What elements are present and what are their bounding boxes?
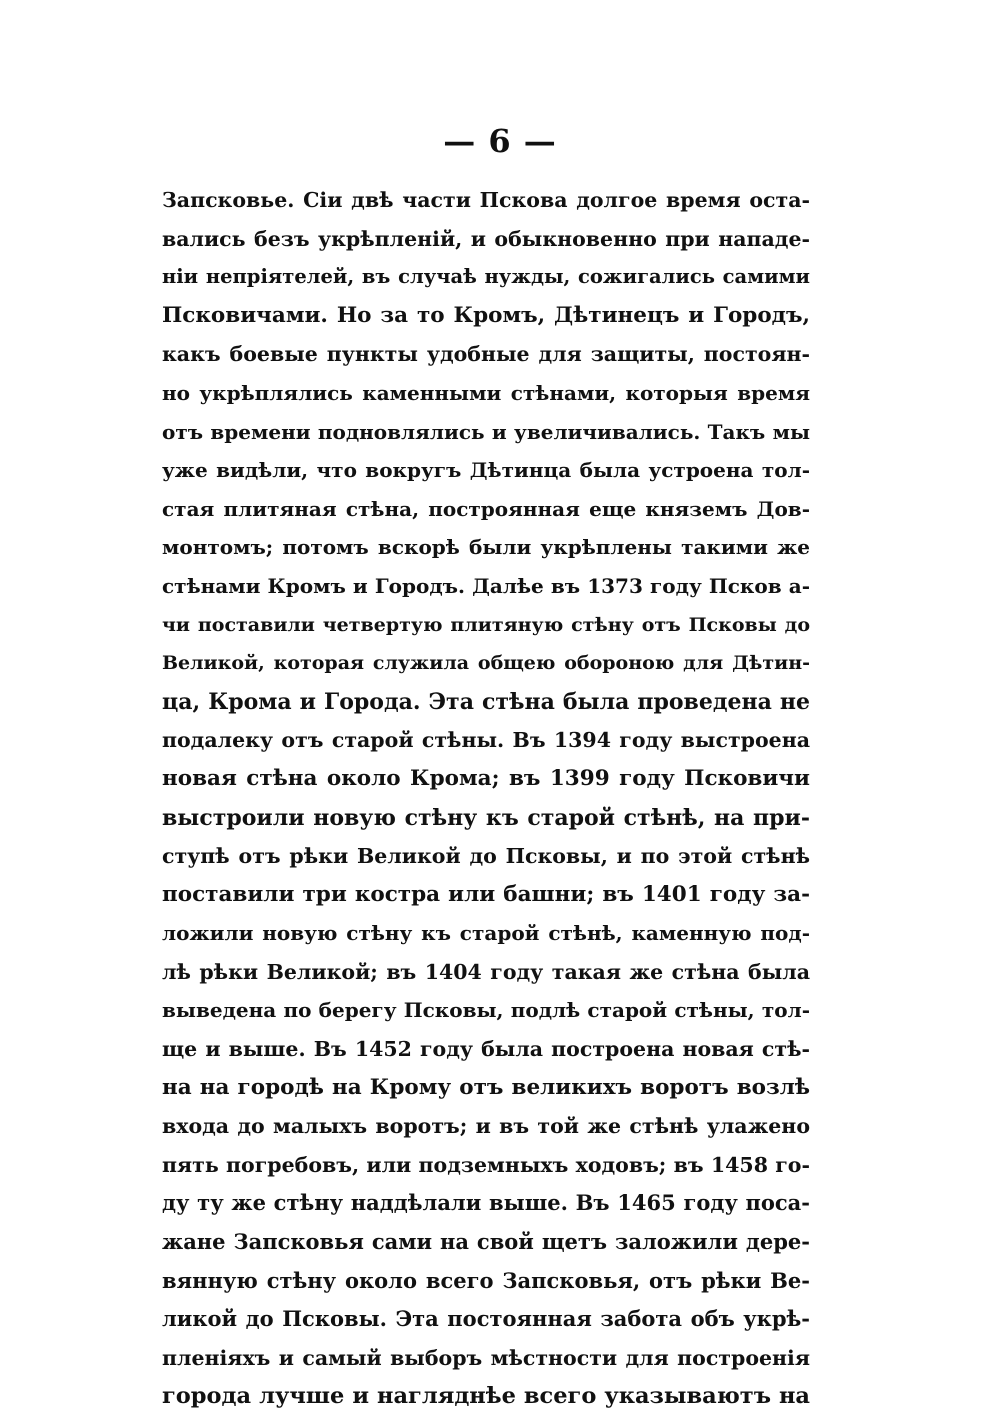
text-line: какъ боевые пункты удобные для защиты, постоян- — [162, 342, 810, 367]
text-line: но укрѣплялись каменными стѣнами, которыя время — [162, 380, 810, 405]
text-line: ще и выше. Въ 1452 году была построена новая стѣ- — [162, 1037, 810, 1062]
text-line: входа до малыхъ воротъ; и въ той же стѣнѣ улажено — [162, 1114, 810, 1139]
text-line: ложили новую стѣну къ старой стѣнѣ, каменную под- — [162, 921, 810, 946]
text-line: выстроили новую стѣну къ старой стѣнѣ, на при- — [162, 804, 810, 831]
text-line: пять погребовъ, или подземныхъ ходовъ; въ 1458 го- — [162, 1152, 810, 1177]
body-text — [162, 181, 810, 1416]
text-line: выведена по берегу Псковы, подлѣ старой стѣны, тол- — [162, 998, 810, 1023]
text-line: Псковичами. Но за то Кромъ, Дѣтинецъ и Городъ, — [162, 302, 810, 328]
text-line: поставили три костра или башни; въ 1401 году за- — [162, 881, 810, 907]
text-line: ступѣ отъ рѣки Великой до Псковы, и по этой стѣнѣ — [162, 844, 810, 869]
text-line: нiи непрiятелей, въ случаѣ нужды, сожигались самими — [162, 265, 810, 289]
text-line: на на городѣ на Крому отъ великихъ воротъ возлѣ — [162, 1074, 810, 1100]
text-line: стѣнами Кромъ и Городъ. Далѣе въ 1373 году Псков а- — [162, 573, 810, 598]
text-line: Великой, которая служила общею обороною для Дѣтин- — [162, 652, 810, 675]
text-line: вянную стѣну около всего Запсковья, отъ рѣки Ве- — [162, 1267, 810, 1293]
text-line: ду ту же стѣну наддѣлали выше. Въ 1465 году поса- — [162, 1190, 810, 1216]
text-line: ликой до Псковы. Эта постоянная забота объ укрѣ- — [162, 1306, 810, 1332]
text-line: стая плитяная стѣна, построянная еще княземъ Дов- — [162, 496, 810, 521]
text-line: чи поставили четвертую плитяную стѣну отъ Псковы до — [162, 613, 810, 636]
text-line: вались безъ укрѣпленiй, и обыкновенно при нападе- — [162, 226, 810, 251]
page-number: — 6 — — [443, 122, 557, 160]
text-line: ца, Крома и Города. Эта стѣна была проведена не — [162, 688, 810, 715]
text-line: подалеку отъ старой стѣны. Въ 1394 году выстроена — [162, 728, 810, 753]
text-line: лѣ рѣки Великой; въ 1404 году такая же стѣна была — [162, 959, 810, 984]
text-line: новая стѣна около Крома; въ 1399 году Псковичи — [162, 765, 810, 791]
text-line: уже видѣли, что вокругъ Дѣтинца была устроена тол- — [162, 458, 810, 483]
text-line: отъ времени подновлялись и увеличивались. Такъ мы — [162, 419, 810, 444]
text-line: пленiяхъ и самый выборъ мѣстности для построенiя — [162, 1345, 810, 1370]
text-line: Запсковье. Сiи двѣ части Пскова долгое время оста- — [162, 188, 810, 212]
text-line: города лучше и нагляднѣе всего указываютъ на — [162, 1383, 810, 1410]
text-line: монтомъ; потомъ вскорѣ были укрѣплены такими же — [162, 535, 810, 560]
text-line: жане Запсковья сами на свой щетъ заложили дере- — [162, 1229, 810, 1255]
